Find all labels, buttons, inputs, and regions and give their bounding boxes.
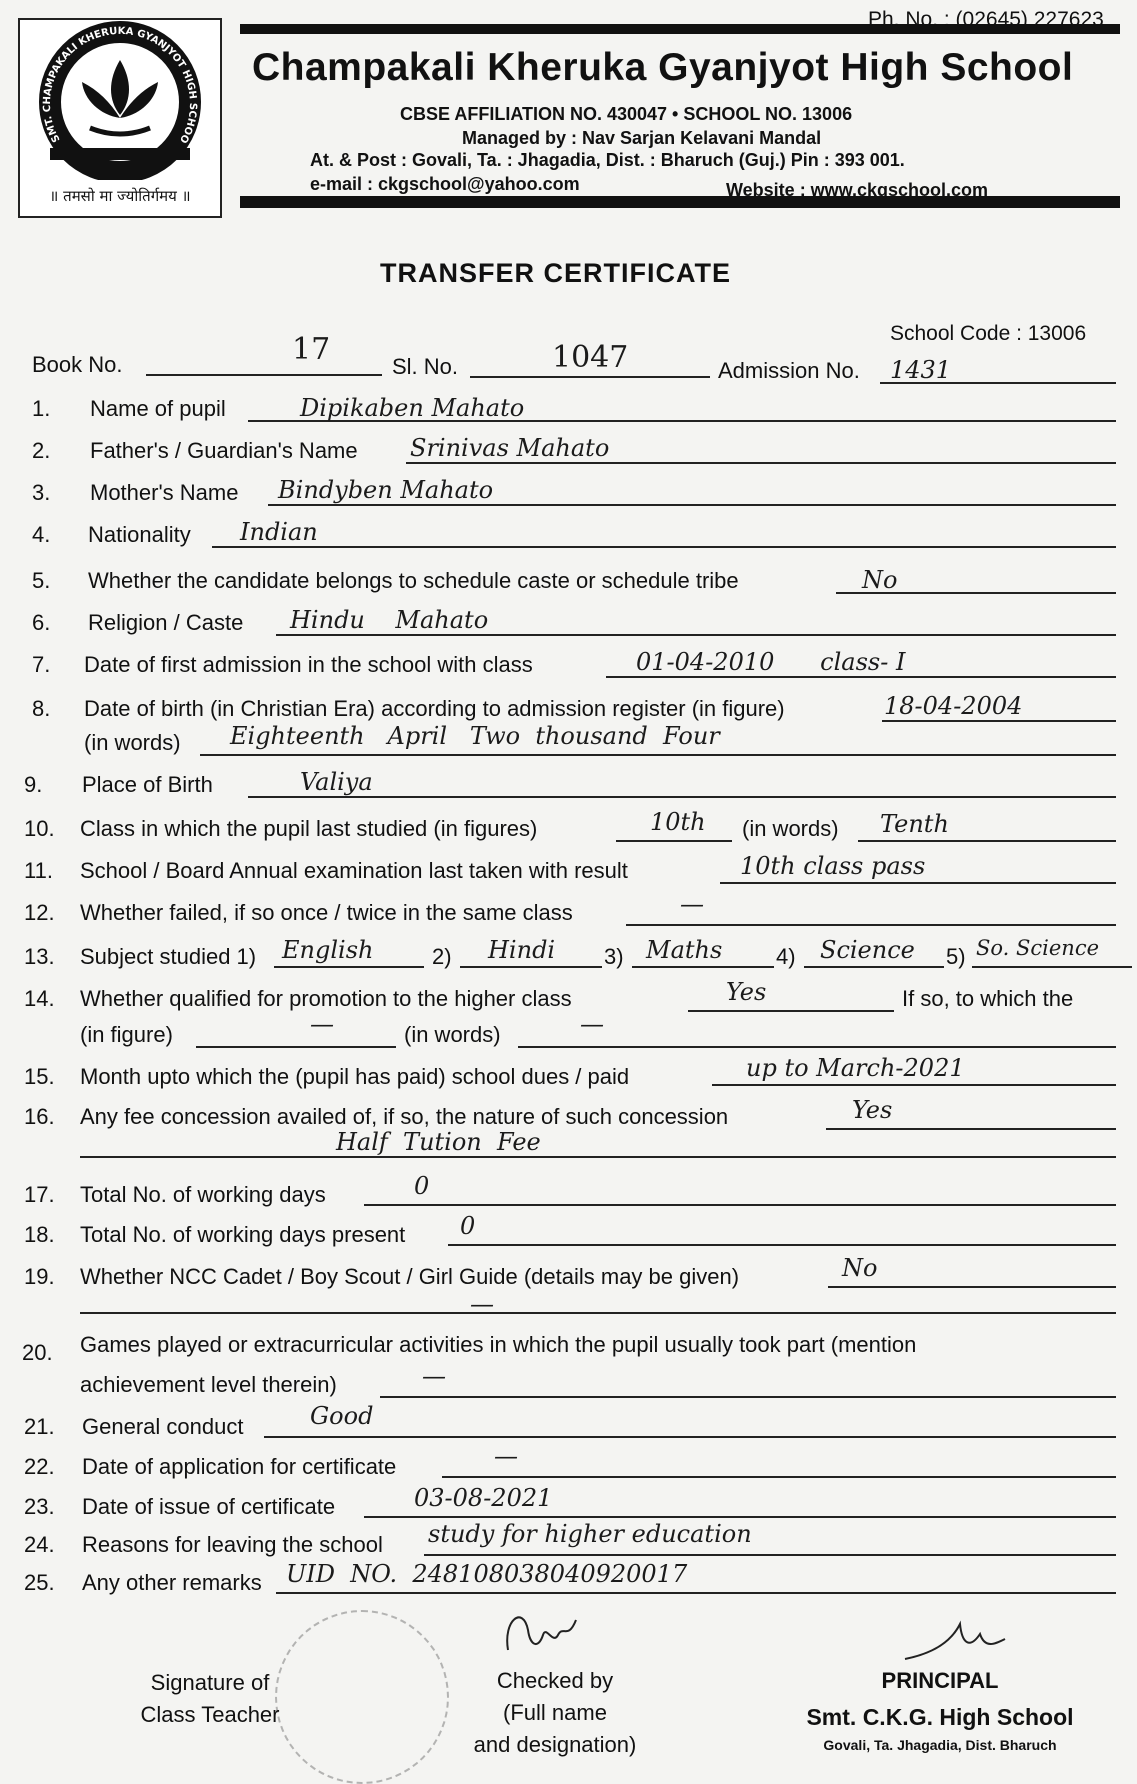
subject-2-line	[460, 966, 602, 968]
field-17-value: 0	[414, 1172, 430, 1200]
field-21-label: General conduct	[82, 1414, 244, 1439]
principal-signature-icon	[900, 1614, 1010, 1674]
managed-by-line: Managed by : Nav Sarjan Kelavani Mandal	[462, 128, 822, 148]
field-17-label: Total No. of working days	[80, 1182, 326, 1207]
field-9-value: Valiya	[300, 768, 373, 796]
field-14-number: 14.	[24, 986, 55, 1011]
field-25-number: 25.	[24, 1570, 55, 1595]
field-8-words-label: (in words)	[84, 730, 181, 755]
email-line: e-mail : ckgschool@yahoo.com	[310, 174, 580, 194]
admission-no-label: Admission No.	[718, 358, 860, 383]
field-20-number: 20.	[22, 1340, 53, 1365]
field-10-words-label: (in words)	[742, 816, 839, 841]
subject-3-line	[632, 966, 774, 968]
field-24-number: 24.	[24, 1532, 55, 1557]
logo-motto: ॥ तमसो मा ज्योतिर्गमय ॥	[49, 187, 191, 205]
lotus-emblem-icon	[20, 20, 220, 180]
field-6-number: 6.	[32, 610, 51, 635]
field-18-line	[448, 1244, 1116, 1246]
field-12-number: 12.	[24, 900, 55, 925]
field-22-label: Date of application for certificate	[82, 1454, 397, 1479]
field-12-label: Whether failed, if so once / twice in the same class	[80, 900, 573, 925]
field-17-number: 17.	[24, 1182, 55, 1207]
field-25-label: Any other remarks	[82, 1570, 262, 1595]
field-2-line	[406, 462, 1116, 464]
field-4-label: Nationality	[88, 522, 191, 547]
field-4-line	[212, 546, 1116, 548]
school-logo	[18, 18, 222, 218]
field-18-value: 0	[460, 1212, 476, 1240]
field-22-number: 22.	[24, 1454, 55, 1479]
field-2-number: 2.	[32, 438, 51, 463]
sl-no-line	[470, 376, 710, 378]
field-3-number: 3.	[32, 480, 51, 505]
subject-1-line	[274, 966, 424, 968]
field-20-label-2: achievement level therein)	[80, 1372, 337, 1397]
field-2-value: Srinivas Mahato	[410, 434, 610, 462]
field-14-words-value: —	[580, 1010, 604, 1038]
field-21-line	[264, 1436, 1116, 1438]
field-8-words-line	[200, 754, 1116, 756]
principal-signature	[790, 1668, 1090, 1753]
field-9-line	[248, 796, 1116, 798]
field-19-line-2	[80, 1312, 1116, 1314]
field-15-line	[712, 1084, 1116, 1086]
field-20-value: —	[422, 1362, 446, 1390]
field-20-line	[380, 1396, 1116, 1398]
class-teacher-label-2: Class Teacher	[140, 1702, 280, 1727]
field-19-label: Whether NCC Cadet / Boy Scout / Girl Guide (details may be given)	[80, 1264, 740, 1289]
field-5-value: No	[862, 566, 898, 594]
field-18-label: Total No. of working days present	[80, 1222, 406, 1247]
checker-signature-icon	[498, 1600, 588, 1670]
admission-no-value: 1431	[890, 356, 952, 384]
page-title: TRANSFER CERTIFICATE	[380, 258, 731, 288]
sl-no-label: Sl. No.	[392, 354, 459, 379]
field-10-value: 10th	[650, 808, 706, 836]
field-12-value: —	[680, 890, 704, 918]
subject-3-label: 3)	[604, 944, 624, 969]
field-16-value: Yes	[852, 1096, 893, 1124]
checked-by-label-2: (Full name	[503, 1700, 607, 1725]
class-teacher-label-1: Signature of	[150, 1670, 270, 1695]
principal-address: Govali, Ta. Jhagadia, Dist. Bharuch	[823, 1737, 1057, 1753]
field-16-label: Any fee concession availed of, if so, the nature of such concession	[80, 1104, 729, 1129]
field-8-number: 8.	[32, 696, 51, 721]
subject-2-label: 2)	[432, 944, 452, 969]
field-17-line	[364, 1204, 1116, 1206]
field-5-label: Whether the candidate belongs to schedule caste or schedule tribe	[88, 568, 739, 593]
school-code: School Code : 13006	[890, 322, 1087, 345]
field-16-line-2	[80, 1156, 1116, 1158]
field-23-label: Date of issue of certificate	[82, 1494, 336, 1519]
field-4-value: Indian	[240, 518, 318, 546]
field-25-line	[276, 1592, 1116, 1594]
field-6-label: Religion / Caste	[88, 610, 244, 635]
field-14-label-b: If so, to which the	[902, 986, 1074, 1011]
logo-ring-text: SMT. CHAMPAKALI KHERUKA GYANJYOT HIGH SCHOO	[41, 25, 199, 145]
principal-title: PRINCIPAL	[881, 1668, 999, 1693]
field-10-line	[616, 840, 732, 842]
field-23-line	[364, 1516, 1116, 1518]
field-19-value-2: —	[470, 1290, 494, 1318]
field-23-number: 23.	[24, 1494, 55, 1519]
field-3-label: Mother's Name	[90, 480, 239, 505]
field-20-label: Games played or extracurricular activities in which the pupil usually took part (mention	[80, 1332, 917, 1357]
field-1-number: 1.	[32, 396, 51, 421]
field-4-number: 4.	[32, 522, 51, 547]
field-10-words-value: Tenth	[880, 810, 949, 838]
field-23-value: 03-08-2021	[414, 1484, 553, 1512]
field-8-value: 18-04-2004	[884, 692, 1023, 720]
field-15-number: 15.	[24, 1064, 55, 1089]
field-19-value: No	[842, 1254, 878, 1282]
field-8-line	[882, 720, 1116, 722]
field-6-line	[276, 634, 1116, 636]
sl-no-value: 1047	[552, 340, 629, 375]
field-10-words-line	[858, 840, 1116, 842]
subject-5-value: So. Science	[976, 936, 1100, 960]
field-8-label: Date of birth (in Christian Era) according to admission register (in figure)	[84, 696, 785, 721]
field-14-words-label: (in words)	[404, 1022, 501, 1047]
class-teacher-signature	[110, 1670, 310, 1728]
field-11-label: School / Board Annual examination last taken with result	[80, 858, 628, 883]
website-line: Website : www.ckgschool.com	[726, 180, 989, 200]
field-24-label: Reasons for leaving the school	[82, 1532, 383, 1557]
field-7-number: 7.	[32, 652, 51, 677]
field-2-label: Father's / Guardian's Name	[90, 438, 358, 463]
book-no-line	[146, 374, 382, 376]
checked-by-signature	[450, 1668, 660, 1758]
field-15-label: Month upto which the (pupil has paid) school dues / paid	[80, 1064, 630, 1089]
field-6-value: Hindu Mahato	[290, 606, 489, 634]
field-14-figure-value: —	[310, 1010, 334, 1038]
field-9-number: 9.	[24, 772, 43, 797]
subject-4-line	[804, 966, 944, 968]
field-7-line	[606, 676, 1116, 678]
field-11-value: 10th class pass	[740, 852, 926, 880]
field-16-value-2: Half Tution Fee	[336, 1128, 541, 1156]
field-15-value: up to March-2021	[746, 1054, 965, 1082]
field-3-value: Bindyben Mahato	[278, 476, 494, 504]
field-3-line	[268, 504, 1116, 506]
address-line: At. & Post : Govali, Ta. : Jhagadia, Dist. : Bharuch (Guj.) Pin : 393 001.	[310, 150, 905, 170]
subject-1-value: English	[282, 936, 374, 964]
book-no-value: 17	[292, 332, 331, 367]
field-10-label: Class in which the pupil last studied (in figures)	[80, 816, 538, 841]
subject-5-label: 5)	[946, 944, 966, 969]
field-5-number: 5.	[32, 568, 51, 593]
field-14-figure-label: (in figure)	[80, 1022, 173, 1047]
field-13-number: 13.	[24, 944, 55, 969]
field-21-value: Good	[310, 1402, 374, 1430]
checked-by-label-1: Checked by	[496, 1668, 614, 1693]
subject-4-value: Science	[820, 936, 915, 964]
field-16-number: 16.	[24, 1104, 55, 1129]
field-24-line	[424, 1554, 1116, 1556]
field-1-value: Dipikaben Mahato	[300, 394, 525, 422]
subject-4-label: 4)	[776, 944, 796, 969]
field-22-line	[442, 1476, 1116, 1478]
field-16-line	[826, 1128, 1116, 1130]
field-8-words-value: Eighteenth April Two thousand Four	[230, 722, 720, 750]
field-14-value: Yes	[726, 978, 767, 1006]
affiliation-line: CBSE AFFILIATION NO. 430047 • SCHOOL NO. 13006	[400, 104, 853, 124]
field-10-number: 10.	[24, 816, 55, 841]
field-7-value: 01-04-2010 class- I	[636, 648, 906, 676]
field-11-number: 11.	[24, 858, 53, 883]
field-1-label: Name of pupil	[90, 396, 226, 421]
book-no-label: Book No.	[32, 352, 123, 377]
field-21-number: 21.	[24, 1414, 55, 1439]
field-7-label: Date of first admission in the school with class	[84, 652, 533, 677]
school-name: Champakali Kheruka Gyanjyot High School	[252, 46, 1074, 89]
checked-by-label-3: and designation)	[473, 1732, 637, 1757]
field-14-label: Whether qualified for promotion to the higher class	[80, 986, 572, 1011]
field-24-value: study for higher education	[428, 1520, 752, 1548]
principal-school: Smt. C.K.G. High School	[806, 1704, 1074, 1730]
field-14-figure-line	[196, 1046, 396, 1048]
field-25-value: UID NO. 248108038040920017	[286, 1560, 688, 1588]
field-14-line	[688, 1010, 894, 1012]
subject-5-line	[972, 966, 1132, 968]
subject-2-value: Hindi	[488, 936, 556, 964]
field-12-line	[626, 924, 1116, 926]
field-11-line	[720, 882, 1116, 884]
subject-3-value: Maths	[646, 936, 723, 964]
field-14-words-line	[518, 1046, 1116, 1048]
field-18-number: 18.	[24, 1222, 55, 1247]
field-9-label: Place of Birth	[82, 772, 213, 797]
field-22-value: —	[494, 1442, 518, 1470]
field-19-number: 19.	[24, 1264, 55, 1289]
field-19-line	[828, 1286, 1116, 1288]
phone-number: Ph. No. : (02645) 227623	[868, 8, 1104, 31]
field-13-label: Subject studied 1)	[80, 944, 257, 969]
